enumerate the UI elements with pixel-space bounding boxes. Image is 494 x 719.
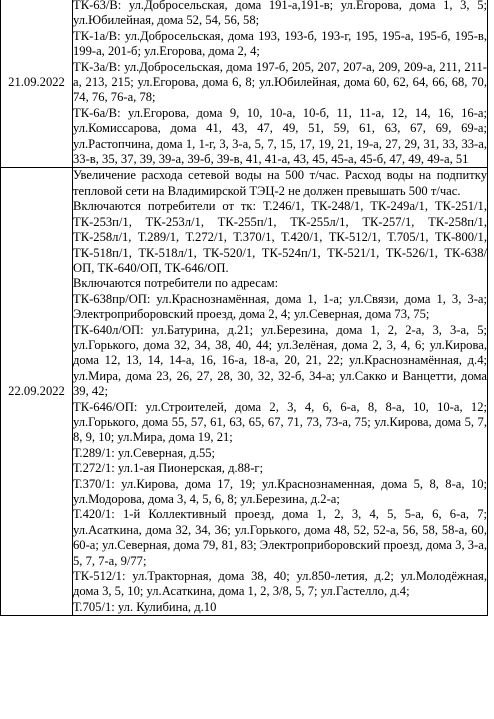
consumers-list: Включаются потребители от тк: Т.246/1, ТК-248/1, ТК-249а/1, ТК-251/1, ТК-253п/1, ТК-253л/1, ТК-255п/1, ТК-255л/1, ТК-257/1, ТК-258п/1, ТК-258л/1, Т.289/1, Т.272/1, Т.370/1, Т.420/1, ТК-512/1, Т.705/1, ТК-800/1, ТК-518п/1, ТК-518л/1, ТК-520/1, ТК-524п/1, ТК-521/1, ТК-526/1, ТК-638/ОП, ТК-640/ОП, ТК-646/ОП. — [73, 199, 487, 275]
heat-chamber-entry: ТК-3а/В: ул.Добросельская, дома 197-б, 205, 207, 207-а, 209, 209-а, 211, 211-а, 213, 215; ул.Егорова, дома 6, 8; ул.Юбилейная, дома 60, 62, 64, 66, 68, 70, 74, 76, 76-а, 78; — [73, 59, 487, 105]
heat-chamber-entry: ТК-1а/В: ул.Добросельская, дома 193, 193-б, 193-г, 195, 195-а, 195-б, 195-в, 199-а, 201-б; ул.Егорова, дома 2, 4; — [73, 28, 487, 59]
addresses-cell — [73, 0, 488, 168]
heat-chamber-entry: ТК-640л/ОП: ул.Батурина, д.21; ул.Березина, дома 1, 2, 2-а, 3, 3-а, 5; ул.Горького, дома 32, 34, 38, 40, 44; ул.Зелёная, дома 2, 3, 4, 6; ул.Кирова, дома 12, 13, 14, 14-а, 16, 16-а, 18-а, 20, 21, 22; ул.Краснознамённая, д.4; ул.Мира, дома 23, 26, 27, 28, 30, 32, 32-б, 34-а; ул.Сакко и Ванцетти, дома 39, 42; — [73, 322, 487, 399]
date-cell: 22.09.2022 — [1, 168, 73, 616]
heat-chamber-entry: Т.289/1: ул.Северная, д.55; — [73, 445, 216, 460]
heat-chamber-entry: ТК-646/ОП: ул.Строителей, дома 2, 3, 4, 6, 6-а, 8, 8-а, 10, 10-а, 12; ул.Горького, дома 55, 57, 61, 63, 65, 67, 71, 73, 73-а, 75; ул.Кирова, дома 5, 7, 8, 9, 10; ул.Мира, дома 19, 21; — [73, 399, 487, 445]
addresses-cell — [73, 168, 488, 616]
heat-chamber-entry: Т.705/1: ул. Кулибина, д.10 — [73, 599, 217, 614]
addresses-heading: Включаются потребители по адресам: — [73, 276, 279, 291]
date-cell: 21.09.2022 — [1, 0, 73, 168]
heat-chamber-entry: Т.370/1: ул.Кирова, дома 17, 19; ул.Краснознаменная, дома 5, 8, 8-а, 10; ул.Модорова, дома 3, 4, 5, 6, 8; ул.Березина, д.2-а; — [73, 476, 487, 506]
heat-chamber-entry: ТК-63/В: ул.Добросельская, дома 191-а,191-в; ул.Егорова, дома 1, 3, 5; ул.Юбилейная, дома 52, 54, 56, 58; — [73, 0, 487, 28]
heat-chamber-entry: Т.272/1: ул.1-ая Пионерская, д.88-г; — [73, 461, 264, 476]
heat-chamber-entry: Т.420/1: 1-й Коллективный проезд, дома 1, 2, 3, 4, 5, 5-а, 6, 6-а, 7; ул.Асаткина, дома 32, 34, 36; ул.Горького, дома 48, 52, 52-а, 56, 58, 58-а, 60, 60-а; ул.Северная, дома 79, 81, 83; Электроприборовский проезд, дома 3, 3-а, 5, 7, 7-а, 9/77; — [73, 507, 487, 568]
heat-chamber-entry: ТК-512/1: ул.Тракторная, дома 38, 40; ул.850-летия, д.2; ул.Молодёжная, дома 3, 5, 10; ул.Асаткина, дома 1, 2, 3/8, 5, 7; ул.Гастелло, д.4; — [73, 569, 487, 599]
heat-chamber-entry: ТК-638пр/ОП: ул.Краснознамённая, дома 1, 1-а; ул.Связи, дома 1, 3, 3-а; Электроприборовский проезд, дома 2, 4; ул.Северная, дома 73, 75; — [73, 291, 487, 322]
table-row — [1, 0, 488, 168]
flow-increase-note: Увеличение расхода сетевой воды на 500 т/час. Расход воды на подпитку тепловой сети на Владимирской ТЭЦ-2 не должен превышать 500 т/час. — [73, 168, 487, 198]
table-row — [1, 168, 488, 616]
heat-chamber-entry: ТК-6а/В: ул.Егорова, дома 9, 10, 10-а, 10-б, 11, 11-а, 12, 14, 16, 16-а; ул.Комиссарова, дома 41, 43, 47, 49, 51, 59, 61, 63, 67, 69, 69-а; ул.Растопчина, дома 1, 1-г, 3, 3-а, 5, 7, 15, 17, 19, 21, 19-а, 27, 29, 31, 33, 33-а, 33-в, 35, 37, 39, 39-а, 39-б, 39-в, 41, 41-а, 43, 45, 45-а, 45-б, 47, 49, 49-а, 51 — [73, 105, 487, 167]
